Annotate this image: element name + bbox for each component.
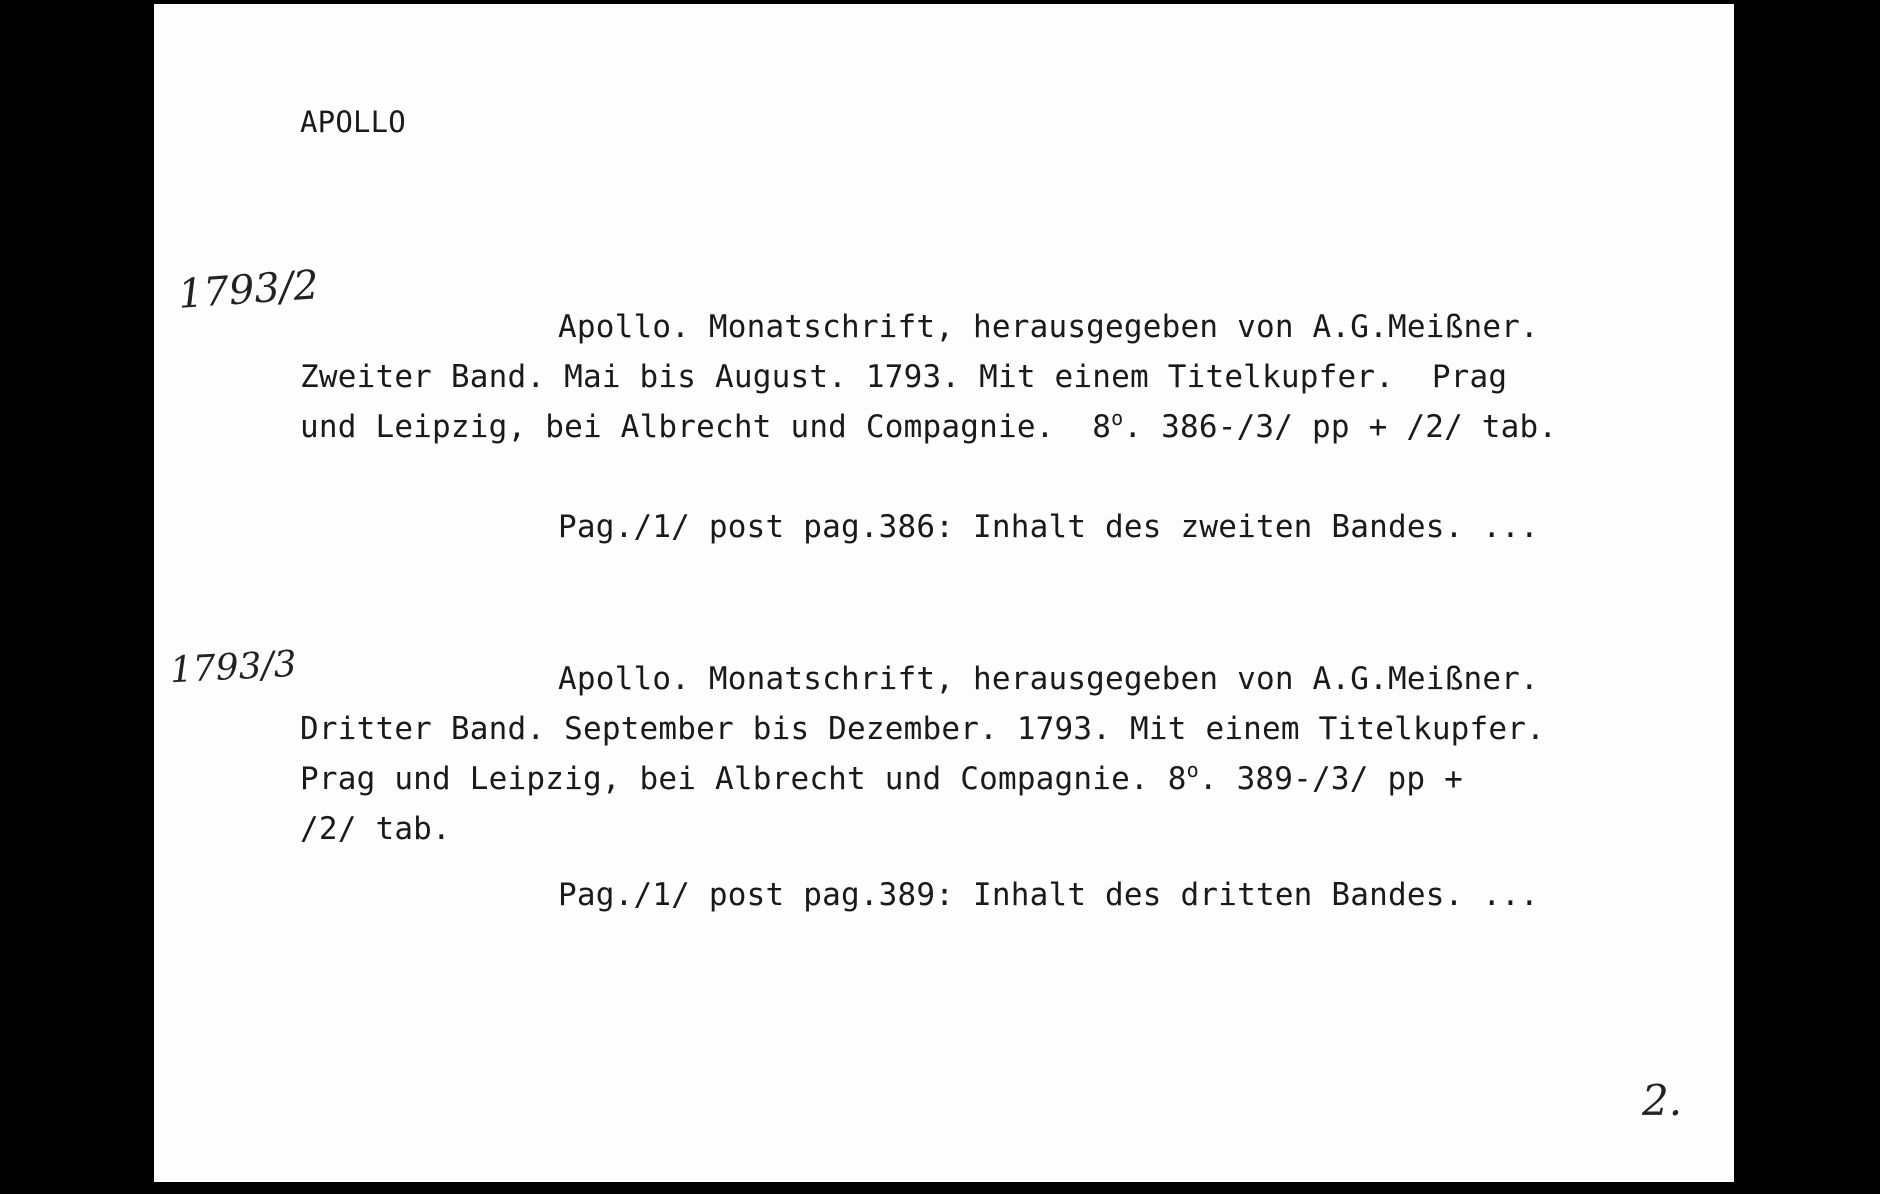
entry-2-collation: . 389-/3/ pp + bbox=[1198, 761, 1463, 797]
card-number: 2. bbox=[1642, 1076, 1683, 1125]
entry-1-collation: . 386-/3/ pp + /2/ tab. bbox=[1123, 409, 1558, 445]
entry-1-line-2: Zweiter Band. Mai bis August. 1793. Mit einem Titelkupfer. Prag bbox=[300, 359, 1508, 395]
entry-1-degree-sign: o bbox=[1111, 406, 1124, 430]
entry-2-line-4: /2/ tab. bbox=[300, 811, 451, 847]
card-heading: APOLLO bbox=[300, 105, 406, 139]
entry-1-imprint: und Leipzig, bei Albrecht und Compagnie. 8 bbox=[300, 409, 1112, 445]
entry-1-line-3 bbox=[300, 406, 1558, 445]
entry-2-imprint: Prag und Leipzig, bei Albrecht und Compagnie. 8 bbox=[300, 761, 1187, 797]
entry-2-title-line: Apollo. Monatschrift, herausgegeben von A.G.Meißner. bbox=[558, 661, 1539, 697]
shelfmark-entry-2: 1793/3 bbox=[168, 643, 298, 692]
shelfmark-entry-1: 1793/2 bbox=[176, 262, 321, 318]
entry-1-title-line: Apollo. Monatschrift, herausgegeben von A.G.Meißner. bbox=[558, 309, 1539, 345]
entry-2-line-3 bbox=[300, 758, 1463, 797]
entry-1-note: Pag./1/ post pag.386: Inhalt des zweiten Bandes. ... bbox=[558, 509, 1539, 545]
entry-2-degree-sign: o bbox=[1186, 758, 1199, 782]
entry-2-line-2: Dritter Band. September bis Dezember. 1793. Mit einem Titelkupfer. bbox=[300, 711, 1545, 747]
catalog-card bbox=[154, 4, 1734, 1182]
entry-2-note: Pag./1/ post pag.389: Inhalt des dritten Bandes. ... bbox=[558, 877, 1539, 913]
